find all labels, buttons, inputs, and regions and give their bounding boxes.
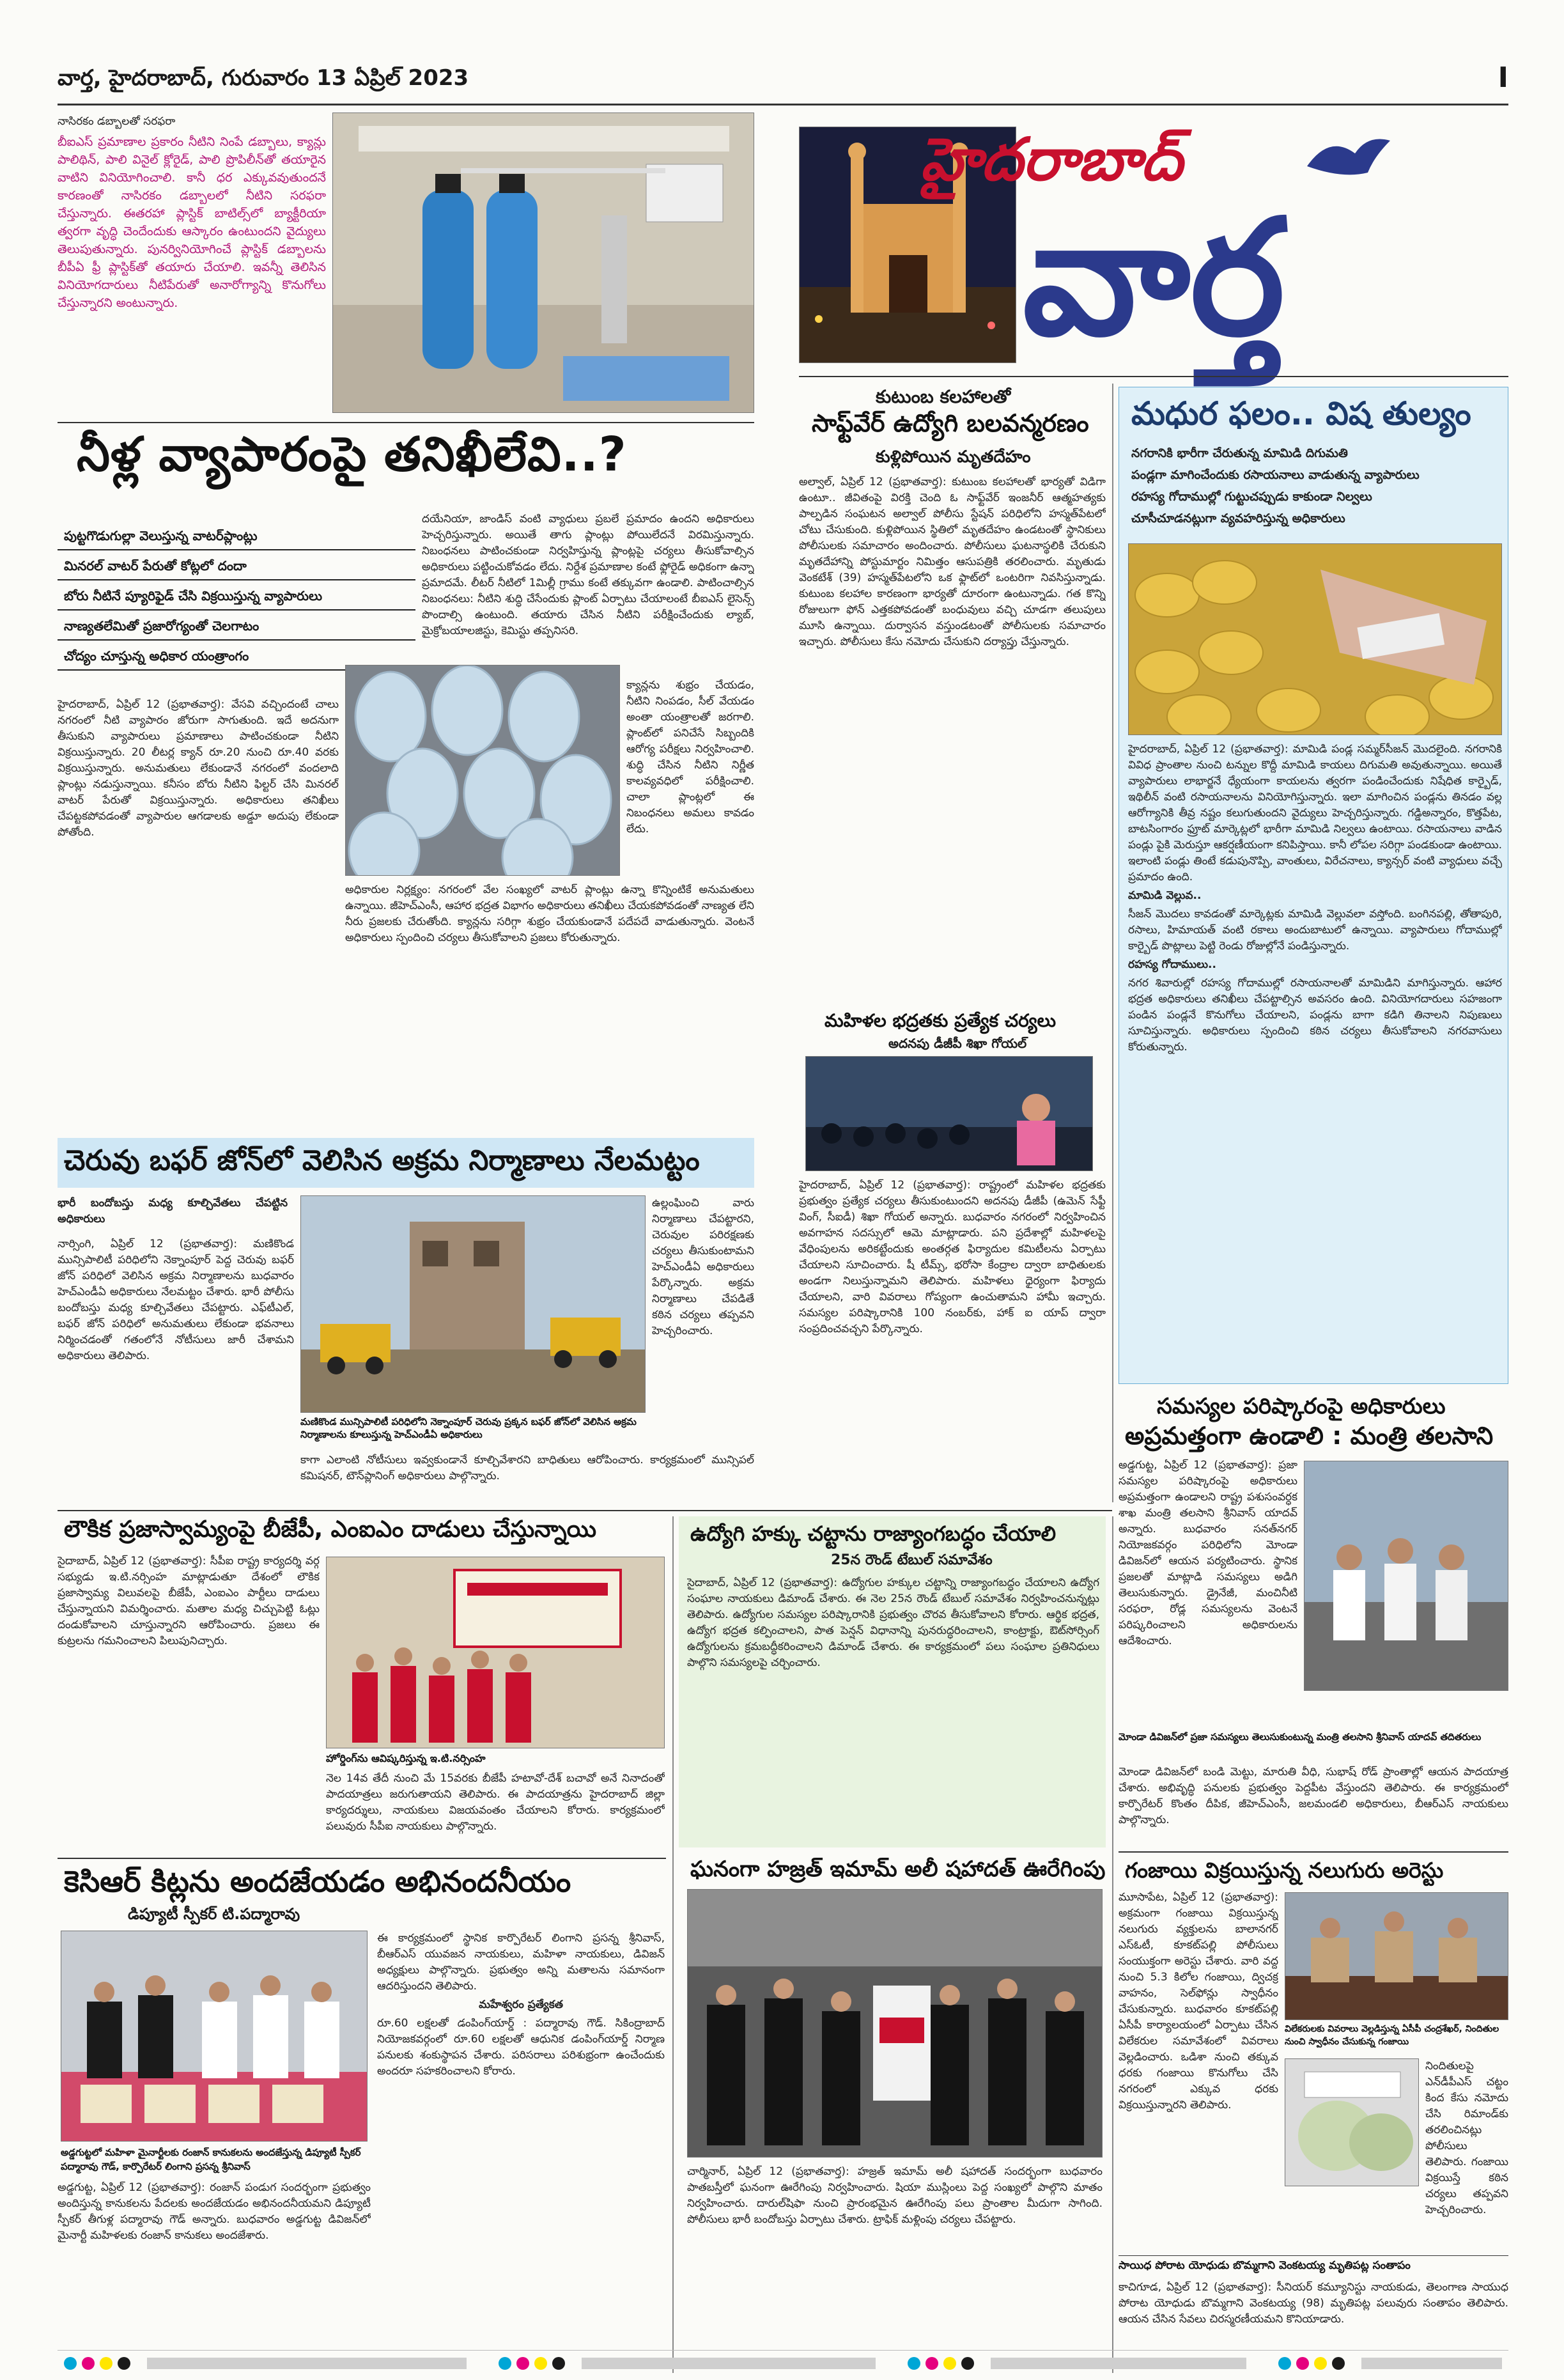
ganja-sub-body: కాచిగూడ, ఏప్రిల్ 12 (ప్రభాతవార్త): సీనియర్ కమ్యూనిస్టు నాయకుడు, తెలంగాణ సాయుధ పోరాట యోధుడు బొమ్మగాని వెంకటయ్య (98) మృతిపట్ల పలువురు సంతాపం తెలిపారు. ఆయన చేసిన సేవలు చిరస్మరణీయమని కొనియాడారు. [1119, 2281, 1508, 2326]
ganja-rule [1119, 1851, 1508, 1853]
procession-illustration [688, 1890, 1103, 2158]
water-column-3: క్యాన్లను శుభ్రం చేయడం, నీటిని నింపడం, సీల్ వేయడం అంతా యంత్రాలతో జరగాలి. ప్లాంట్‌లో పనిచేసే సిబ్బందికి ఆరోగ్య పరీక్షలు నిర్వహించాలి. శుద్ధి చేసిన నీటిని నిర్ణీత కాలవ్యవధిలో పరీక్షించాలి. చాలా ప్లాంట్లలో ఈ నిబంధనలు అమలు కావడం లేదు. [626, 679, 754, 836]
water-plant-photo [332, 113, 754, 413]
kcr-col-2-para: ఈ కార్యక్రమంలో స్థానిక కార్పొరేటర్ లింగాని ప్రసన్న శ్రీనివాస్, బీఆర్ఎస్ యువజన నాయకులు, మహిళా నాయకులు, డివిజన్ అధ్యక్షులు పాల్గొన్నారు. ప్రభుత్వం అన్ని మతాలను సమానంగా ఆదరిస్తుందని తెలిపారు. [377, 1932, 665, 1993]
ganja-seized-photo [1285, 2058, 1419, 2186]
ganja-body: మూసాపేట, ఏప్రిల్ 12 (ప్రభాతవార్త): అక్రమంగా గంజాయి విక్రయిస్తున్న నలుగురు వ్యక్తులను బాలానగర్ ఎస్ఓటీ, కూకట్‌పల్లి పోలీసులు సంయుక్తంగా అరెస్టు చేశారు. వారి వద్ద నుంచి 5.3 కిలోల గంజాయి, ద్విచక్ర వాహనం, సెల్‌ఫోన్లు స్వాధీనం చేసుకున్నారు. బుధవారం కూకట్‌పల్లి ఏసీపీ కార్యాలయంలో ఏర్పాటు చేసిన విలేకరుల సమావేశంలో వివరాలు వెల్లడించారు. ఒడిశా నుంచి తక్కువ ధరకు గంజాయి కొనుగోలు చేసి నగరంలో ఎక్కువ ధరకు విక్రయిస్తున్నారని తెలిపారు. [1119, 1891, 1278, 2112]
water-bullet: మినరల్ వాటర్ పేరుతో కోట్లలో దందా [58, 556, 415, 580]
kcr-rule [58, 1858, 666, 1859]
mango-illustration [1129, 544, 1502, 735]
police-sub: అదనపు డీజీపీ శిఖా గోయల్ [888, 1036, 1027, 1051]
cheruvu-demolition-photo [300, 1195, 646, 1413]
mango-body [1128, 742, 1502, 1381]
mango-subhead-2: రహస్య గోదాములు.. [1128, 958, 1216, 971]
software-headline: సాఫ్ట్‌వేర్ ఉద్యోగి బలవన్మరణం [812, 409, 1089, 437]
mango-subhead: మామిడి వెల్లువ.. [1128, 889, 1202, 902]
water-headline: నీళ్ల వ్యాపారంపై తనిఖీలేవి..? [77, 427, 627, 482]
ganja-sub: సాయిధ పోరాట యోధుడు బొమ్మగాని వెంకటయ్య మృతిపట్ల సంతాపం [1119, 2259, 1411, 2272]
header-dateline: వార్త, హైదరాబాద్, గురువారం 13 ఏప్రిల్ 2023 [58, 65, 469, 91]
loukika-body: సైదాబాద్, ఏప్రిల్ 12 (ప్రభాతవార్త): సీపీఐ రాష్ట్ర కార్యదర్శి వర్గ సభ్యుడు ఇ.టి.నర్సింహ మాట్లాడుతూ దేశంలో లౌకిక ప్రజాస్వామ్య విలువలపై బీజేపీ, ఎంఐఎం పార్టీలు దాడులు చేస్తున్నాయని విమర్శించారు. మతాల మధ్య చిచ్చుపెట్టి ఓట్లు దండుకోవాలని చూస్తున్నారని ఆరోపించారు. ప్రజలు ఈ కుట్రలను గమనించాలని పిలుపునిచ్చారు. [58, 1555, 320, 1647]
cheruvu-sub: భారీ బందోబస్తు మధ్య కూల్చివేతలు చేపట్టిన అధికారులు [58, 1197, 288, 1225]
mango-body-para: హైదరాబాద్, ఏప్రిల్ 12 (ప్రభాతవార్త): మామిడి పండ్ల సమ్మర్‌సీజన్ మొదలైంది. నగరానికి వివిధ ప్రాంతాల నుంచి టన్నుల కొద్దీ మామిడి కాయలు దిగుమతి అవుతున్నాయి. అయితే వ్యాపారులు లాభార్జనే ధ్యేయంగా కాయలను త్వరగా పండించేందుకు నిషేధిత కార్బైడ్, ఇథిలీన్ వంటి రసాయనాలను వినియోగిస్తున్నారు. ఇలా మాగించిన పండ్లను తినడం వల్ల ఆరోగ్యానికి తీవ్ర నష్టం కలుగుతుందని వైద్యులు హెచ్చరిస్తున్నారు. గడ్డిఅన్నారం, కొత్తపేట, బాటసింగారం ఫ్రూట్ మార్కెట్లలో భారీగా మామిడి నిల్వలు ఉంటాయి. రసాయనాలు వాడిన పండ్లు పైకి మెరుస్తూ ఆకర్షణీయంగా కనిపిస్తాయి. కానీ లోపల సరిగ్గా పండకుండా ఉంటాయి. ఇలాంటి పండ్లు తింటే కడుపునొప్పి, వాంతులు, విరేచనాలు, క్యాన్సర్ వంటి వ్యాధులు వచ్చే ప్రమాదం ఉంది. [1128, 743, 1502, 883]
water-filter-illustration [333, 113, 754, 413]
kcr-body: అడ్డగుట్ట, ఏప్రిల్ 12 (ప్రభాతవార్త): రంజాన్ పండుగ సందర్భంగా ప్రభుత్వం అందిస్తున్న కానుకలను పేదలకు అందజేయడం అభినందనీయమని డిప్యూటీ స్పీకర్ తీగుళ్ల పద్మారావు గౌడ్ అన్నారు. బుధవారం అడ్డగుట్ట డివిజన్‌లో మైనార్టీ మహిళలకు రంజాన్ కానుకలు అందజేశారు. [58, 2181, 371, 2242]
talasani-body-2: మోండా డివిజన్‌లో బండి మెట్టు, మారుతి వీధి, సుభాష్ రోడ్ ప్రాంతాల్లో ఆయన పాదయాత్ర చేశారు. అభివృద్ధి పనులకు ప్రభుత్వం పెద్దపీట వేస్తుందని తెలిపారు. ఈ కార్యక్రమంలో కార్పొరేటర్ కొంతం దీపిక, జీహెచ్ఎంసీ, జలమండలి అధికారులు, బీఆర్ఎస్ నాయకులు పాల్గొన్నారు. [1119, 1766, 1508, 1826]
loukika-photo [326, 1557, 665, 1748]
mango-body-para-3: నగర శివారుల్లో రహస్య గోదాముల్లో రసాయనాలతో మామిడిని మాగిస్తున్నారు. ఆహార భద్రత అధికారులు తనిఖీలు చేపట్టాల్సిన అవసరం ఉంది. వినియోగదారులు సహజంగా పండిన పండ్లనే కొనుగోలు చేయాలని, పండ్లను బాగా కడిగి తినాలని నిపుణులు సూచిస్తున్నారు. అధికారులు స్పందించి కఠిన చర్యలు తీసుకోవాలని నగరవాసులు కోరుతున్నారు. [1128, 977, 1502, 1054]
footer-rule [58, 2350, 1508, 2351]
kcr-col-2-para-b: రూ.60 లక్షలతో డంపింగ్‌యార్డ్ : పద్మారావు గౌడ్. సికింద్రాబాద్ నియోజకవర్గంలో రూ.60 లక్షలతో ఆధునిక డంపింగ్‌యార్డ్ నిర్మాణ పనులకు శంకుస్థాపన చేశారు. పరిసరాలు పరిశుభ్రంగా ఉంచేందుకు అందరూ సహకరించాలని కోరారు. [377, 2017, 665, 2078]
water-bullets [58, 525, 415, 685]
hazrat-headline: ఘనంగా హజ్రత్ ఇమామ్ అలీ షహాదత్ ఊరేగింపు [690, 1856, 1106, 1882]
kcr-caption: అడ్డగుట్టలో మహిళా మైనార్టీలకు రంజాన్ కానుకలను అందజేస్తున్న డిప్యూటీ స్పీకర్ పద్మారావు గౌడ్, కార్పొరేటర్ లింగాని ప్రసన్న శ్రీనివాస్ [61, 2147, 361, 2172]
water-bullet: చోద్యం చూస్తున్న అధికార యంత్రాంగం [58, 646, 415, 671]
ganja-caption: విలేకరులకు వివరాలు వెల్లడిస్తున్న ఏసీపీ చంద్రశేఖర్, నిందితుల నుంచి స్వాధీనం చేసుకున్న గంజాయి [1285, 2024, 1499, 2047]
loukika-rule [58, 1510, 1112, 1511]
ganja-body-2: నిందితులపై ఎన్‌డీపీఎస్ చట్టం కింద కేసు నమోదు చేసి రిమాండ్‌కు తరలించినట్లు పోలీసులు తెలిపారు. గంజాయి విక్రయిస్తే కఠిన చర్యలు తప్పవని హెచ్చరించారు. [1425, 2060, 1508, 2216]
mango-headline: మధుర ఫలం.. విష తుల్యం [1131, 395, 1471, 432]
column-rule [672, 1516, 674, 2373]
water-bullet: బోరు నీటినే ప్యూరిఫైడ్ చేసి విక్రయిస్తున్న వ్యాపారులు [58, 586, 415, 611]
talasani-headline-1: సమస్యల పరిష్కారంపై అధికారులు [1157, 1394, 1446, 1419]
ramzan-kits-illustration [61, 1931, 368, 2142]
kcr-headline: కెసిఆర్ కిట్లను అందజేయడం అభినందనీయం [64, 1864, 571, 1899]
mango-bullet: చూసీచూడనట్లుగా వ్యవహరిస్తున్న అధికారులు [1131, 511, 1345, 525]
hazrat-procession-photo [687, 1889, 1103, 2158]
kcr-kits-photo [61, 1931, 368, 2142]
water-column-right: అధికారుల నిర్లక్ష్యం: నగరంలో వేల సంఖ్యలో వాటర్ ప్లాంట్లు ఉన్నా కొన్నింటికే అనుమతులు ఉన్నాయి. జీహెచ్ఎంసీ, ఆహార భద్రత విభాగం అధికారులు తనిఖీలు చేయకపోవడంతో నాణ్యత లేని నీరు ప్రజలకు చేరుతోంది. క్యాన్లను సరిగ్గా శుభ్రం చేయకుండానే పదేపదే వాడుతున్నారు. వెంటనే అధికారులు స్పందించి చర్యలు తీసుకోవాలని ప్రజలు కోరుతున్నారు. [345, 883, 754, 944]
cheruvu-caption: మణికొండ మున్సిపాలిటీ పరిధిలోని నెక్నాంపూర్ చెరువు ప్రక్కన బఫర్ జోన్‌లో వెలిసిన అక్రమ నిర్మాణాలను కూలుస్తున్న హెచ్ఎండీఏ అధికారులు [300, 1416, 637, 1440]
registration-marks-strip [58, 2354, 1508, 2373]
kcr-subhead-2: మహేశ్వరం ప్రత్యేకత [479, 1998, 563, 2011]
column-rule [1112, 384, 1113, 1502]
water-intro [58, 113, 326, 413]
mango-bullets [1131, 442, 1502, 538]
ganja-sub-rule [1119, 2255, 1508, 2256]
page-header [58, 61, 1508, 101]
ganja-headline: గంజాయి విక్రయిస్తున్న నలుగురు అరెస్టు [1125, 1858, 1444, 1883]
water-cans-photo [345, 665, 620, 876]
water-intro-kicker: నాసిరకం డబ్బాలతో సరఫరా [58, 115, 176, 128]
udyogi-sub: 25న రౌండ్ టేబుల్ సమావేశం [831, 1552, 993, 1568]
water-intro-para: బీఐఎస్ ప్రమాణాల ప్రకారం నీటిని నింపే డబ్బాలు, క్యాన్లు పాలిథిన్, పాలి వినైల్ క్లోరైడ్, పాలి ప్రొపిలీన్‌తో తయారైన వాటిని వినియోగించాలి. కానీ ధర ఎక్కువవుతుందనే కారణంతో నాసిరకం డబ్బాలలో నీటిని సరఫరా చేస్తున్నారు. ఈతరహా ప్లాస్టిక్ బాటిల్స్‌లో బ్యాక్టీరియా త్వరగా వృద్ధి చెందేందుకు ఆస్కారం ఉంటుందని వైద్యులు తెలుపుతున్నారు. పునర్వినియోగించే ప్లాస్టిక్ డబ్బాలను బీపీఏ ఫ్రీ ప్లాస్టిక్‌తో తయారు చేయాలి. ఇవన్నీ తెలిసిన వినియోగదారులు నీటిపేరుతో అనారోగ్యాన్ని కొనుగోలు చేస్తున్నారని అంటున్నారు. [58, 135, 326, 310]
udyogi-headline: ఉద్యోగి హక్కు చట్టాను రాజ్యాంగబద్ధం చేయాలి [690, 1521, 1057, 1546]
cheruvu-col-1: నార్సింగి, ఏప్రిల్ 12 (ప్రభాతవార్త): మణికొండ మున్సిపాలిటీ పరిధిలోని నెక్నాంపూర్ పెద్ద చెరువు బఫర్ జోన్ పరిధిలో వెలిసిన అక్రమ నిర్మాణాలను బుధవారం హెచ్ఎండీఏ అధికారులు నేలమట్టం చేశారు. భారీ పోలీసు బందోబస్తు మధ్య కూల్చివేతలు చేపట్టారు. ఎఫ్‌టీఎల్, బఫర్ జోన్ పరిధిలో అనుమతులు లేకుండా భవనాలు నిర్మించడంతో గతంలోనే నోటీసులు జారీ చేశామని అధికారులు తెలిపారు. [58, 1238, 294, 1362]
talasani-headline-2: అప్రమత్తంగా ఉండాలి : మంత్రి తలసాని [1125, 1422, 1494, 1450]
loukika-headline: లౌకిక ప్రజాస్వామ్యంపై బీజేపీ, ఎంఐఎం దాడులు చేస్తున్నాయి [64, 1516, 597, 1543]
police-headline: మహిళల భద్రతకు ప్రత్యేక చర్యలు [825, 1010, 1057, 1031]
seminar-illustration [806, 1057, 1093, 1171]
water-top-rule [58, 422, 754, 423]
loukika-body-2: నెల 14వ తేదీ నుంచి మే 15వరకు బీజేపీ హటావో-దేశ్ బచావో అనే నినాదంతో పాదయాత్రలు జరుగుతాయని తెలిపారు. ఈ పాదయాత్రను హైదరాబాద్ జిల్లా కార్యదర్శులు, నాయకులు విజయవంతం చేయాలని కోరారు. కార్యక్రమంలో పలువురు సీపీఐ నాయకులు పాల్గొన్నారు. [326, 1772, 665, 1833]
software-sub: కుళ్లిపోయిన మృతదేహం [876, 447, 1031, 467]
cheruvu-headline: చెరువు బఫర్ జోన్‌లో వెలిసిన అక్రమ నిర్మాణాలు నేలమట్టం [64, 1144, 700, 1177]
mango-photo [1128, 543, 1502, 735]
cheruvu-col-2: ఉల్లంఘించి వారు నిర్మాణాలు చేపట్టారని, చెరువుల పరిరక్షణకు చర్యలు తీసుకుంటామని హెచ్ఎండీఏ అధికారులు పేర్కొన్నారు. అక్రమ నిర్మాణాలు చేపడితే కఠిన చర్యలు తప్పవని హెచ్చరించారు. [652, 1197, 754, 1337]
cheruvu-col-3: కాగా ఎలాంటి నోటీసులు ఇవ్వకుండానే కూల్చివేశారని బాధితులు ఆరోపించారు. కార్యక్రమంలో మున్సిపల్ కమిషనర్, టౌన్‌ప్లానింగ్ అధికారులు పాల్గొన్నారు. [300, 1454, 754, 1482]
minister-visit-illustration [1305, 1461, 1508, 1691]
kcr-sub: డిప్యూటీ స్పీకర్ టి.పద్మారావు [128, 1905, 300, 1923]
header-rule [58, 104, 1508, 105]
udyogi-body: సైదాబాద్, ఏప్రిల్ 12 (ప్రభాతవార్త): ఉద్యోగుల హక్కుల చట్టాన్ని రాజ్యాంగబద్ధం చేయాలని ఉద్యోగ సంఘాల నాయకులు డిమాండ్ చేశారు. ఈ నెల 25న రౌండ్ టేబుల్ సమావేశం నిర్వహించనున్నట్లు తెలిపారు. ఉద్యోగుల సమస్యల పరిష్కారానికి ప్రభుత్వం చొరవ తీసుకోవాలని కోరారు. ఆర్థిక భద్రత, ఉద్యోగ భద్రత కల్పించాలని, పాత పెన్షన్ విధానాన్ని పునరుద్ధరించాలని, కాంట్రాక్టు, ఔట్‌సోర్సింగ్ ఉద్యోగులను క్రమబద్ధీకరించాలని డిమాండ్ చేశారు. ఈ కార్యక్రమంలో పలు సంఘాల ప్రతినిధులు పాల్గొని సమస్యలపై చర్చించారు. [687, 1576, 1099, 1669]
press-meet-illustration [1285, 1893, 1508, 2020]
water-column-left: హైదరాబాద్, ఏప్రిల్ 12 (ప్రభాతవార్త): వేసవి వచ్చిందంటే చాలు నగరంలో నీటి వ్యాపారం జోరుగా సాగుతుంది. ఇదే అదనుగా తీసుకుని వ్యాపారులు ప్రమాణాలు పాటించకుండా నీటిని విక్రయిస్తున్నారు. 20 లీటర్ల క్యాన్ రూ.20 నుంచి రూ.40 వరకు విక్రయిస్తున్నారు. అనుమతులు లేకుండానే నగరంలో వందలాది ప్లాంట్లు నడుస్తున్నాయి. కనీసం బోరు నీటిని ఫిల్టర్ చేసి మినరల్ వాటర్ పేరుతో విక్రయిస్తున్నారు. అధికారులు తనిఖీలు చేపట్టకపోవడంతో వ్యాపారుల ఆగడాలకు అడ్డూ అదుపు లేకుండా పోతోంది. [58, 698, 339, 839]
mango-body-para-2: సీజన్ మొదలు కావడంతో మార్కెట్లకు మామిడి వెల్లువలా వస్తోంది. బంగినపల్లి, తోతాపురి, రసాలు, హిమాయత్ వంటి రకాలు అందుబాటులో ఉన్నాయి. వ్యాపారులు గోదాముల్లో కార్బైడ్ పొట్లాలు పెట్టి రెండు రోజుల్లోనే పండిస్తున్నారు. [1128, 908, 1502, 953]
talasani-body: అడ్డగుట్ట, ఏప్రిల్ 12 (ప్రభాతవార్త): ప్రజా సమస్యల పరిష్కారంపై అధికారులు అప్రమత్తంగా ఉండాలని రాష్ట్ర పశుసంవర్ధక శాఖ మంత్రి తలసాని శ్రీనివాస్ యాదవ్ అన్నారు. బుధవారం సనత్‌నగర్ నియోజకవర్గం పరిధిలోని మోండా డివిజన్‌లో ఆయన పర్యటించారు. స్థానిక ప్రజలతో మాట్లాడి సమస్యలు అడిగి తెలుసుకున్నారు. డ్రైనేజీ, మంచినీటి సరఫరా, రోడ్ల సమస్యలను వెంటనే పరిష్కరించాలని అధికారులను ఆదేశించారు. [1119, 1459, 1297, 1647]
software-body: అల్వాల్, ఏప్రిల్ 12 (ప్రభాతవార్త): కుటుంబ కలహాలతో భార్యతో విడిగా ఉంటూ.. జీవితంపై విరక్తి చెంది ఓ సాఫ్ట్‌వేర్ ఇంజనీర్ ఆత్మహత్యకు పాల్పడిన సంఘటన అల్వాల్ పోలీసు స్టేషన్ పరిధిలోని హస్మత్‌పేటలో చోటు చేసుకుంది. కుళ్లిపోయిన స్థితిలో మృతదేహం ఉండటంతో స్థానికులు పోలీసులకు సమాచారం అందించారు. పోలీసులు ఘటనాస్థలికి చేరుకుని మృతదేహాన్ని పోస్టుమార్టం నిమిత్తం ఆసుపత్రికి తరలించారు. మృతుడు వెంకటేశ్ (39) హస్మత్‌పేటలోని ఒక ఫ్లాట్‌లో ఒంటరిగా నివసిస్తున్నాడు. కుటుంబ కలహాల కారణంగా భార్యతో దూరంగా ఉంటున్నాడు. గత కొన్ని రోజులుగా ఫోన్ ఎత్తకపోవడంతో బంధువులు వచ్చి చూడగా తలుపులు మూసి ఉన్నాయి. దుర్వాసన వస్తుండటంతో పోలీసులకు సమాచారం ఇచ్చారు. పోలీసులు కేసు నమోదు చేసుకుని దర్యాప్తు చేస్తున్నారు. [799, 476, 1106, 648]
hazrat-body: చార్మినార్, ఏప్రిల్ 12 (ప్రభాతవార్త): హజ్రత్ ఇమామ్ అలీ షహాదత్ సందర్భంగా బుధవారం పాతబస్తీలో ఘనంగా ఊరేగింపు నిర్వహించారు. షియా ముస్లింలు పెద్ద సంఖ్యలో పాల్గొని మాతం నిర్వహించారు. దారుల్‌షిఫా నుంచి ప్రారంభమైన ఊరేగింపు పలు ప్రాంతాల మీదుగా సాగింది. పోలీసులు భారీ బందోబస్తు ఏర్పాటు చేశారు. ట్రాఫిక్ మళ్లింపు చర్యలు చేపట్టారు. [687, 2165, 1103, 2226]
column-rule [1112, 1516, 1113, 2373]
water-bullet: పుట్టగొడుగుల్లా వెలుస్తున్న వాటర్‌ప్లాంట్లు [58, 525, 415, 550]
kcr-col-2 [377, 1931, 665, 2340]
loukika-caption: హోర్డింగ్‌ను ఆవిష్కరిస్తున్న ఇ.టి.నర్సింహ [326, 1752, 486, 1764]
police-seminar-photo [805, 1056, 1093, 1171]
hoarding-launch-illustration [327, 1557, 665, 1748]
mango-bullet: నగరానికి భారీగా చేరుతున్న మామిడి దిగుమతి [1131, 446, 1348, 460]
software-kicker: కుటుంబ కలహాలతో [876, 386, 1011, 407]
water-bullet: నాణ్యతలేమితో ప్రజారోగ్యంతో చెలగాటం [58, 616, 415, 641]
water-cans-illustration [346, 665, 620, 876]
masthead-paper: వార్త [1023, 185, 1285, 371]
water-column-2: దయేనియా, జాండిస్ వంటి వ్యాధులు ప్రబలే ప్రమాదం ఉందని అధికారులు హెచ్చరిస్తున్నారు. అయితే తాగు ప్లాంట్లు పోయిలేదనే విరమిస్తున్నారు. నిబంధనలు పాటించకుండా నిర్వహిస్తున్న ప్లాంట్లపై చర్యలు తీసుకోవాల్సిన అధికారులు పట్టించుకోవడం లేదు. నిర్దేశ ప్రమాణాల కంటే ఫ్లోరైడ్ అధికంగా ఉన్నా ప్రమాదమే. లీటర్ నీటిలో 1మిల్లీ గ్రాము కంటే తక్కువగా ఉండాలి. పాటించాల్సిన నిబంధనలు: నీటిని శుద్ధి చేసేందుకు ప్లాంట్ ఏర్పాటు చేయాలంటే బీఐఎస్‌ లైసెన్స్ పొందాల్సి ఉంటుంది. తయారు చేసిన నీటిని పరీక్షించేందుకు ల్యాబ్, మైక్రోబయాలజిస్టు, కెమిస్టు తప్పనిసరి. [422, 513, 754, 637]
seized-ganja-illustration [1285, 2059, 1419, 2186]
demolition-illustration [301, 1196, 646, 1413]
mango-bullet: పండ్లగా మాగించేందుకు రసాయనాలు వాడుతున్న వ్యాపారులు [1131, 468, 1420, 482]
print-registration-marks [58, 2354, 1508, 2373]
police-body: హైదరాబాద్, ఏప్రిల్ 12 (ప్రభాతవార్త): రాష్ట్రంలో మహిళల భద్రతకు ప్రభుత్వం ప్రత్యేక చర్యలు తీసుకుంటుందని అదనపు డీజీపీ (ఉమెన్ సేఫ్టీ వింగ్, సీఐడీ) శిఖా గోయల్ అన్నారు. బుధవారం నగరంలో నిర్వహించిన అవగాహన సదస్సులో ఆమె మాట్లాడారు. పని ప్రదేశాల్లో మహిళలపై వేధింపులను అరికట్టేందుకు అంతర్గత ఫిర్యాదుల కమిటీలను ఏర్పాటు చేయాలని సూచించారు. షీ టీమ్స్, భరోసా కేంద్రాల ద్వారా బాధితులకు అండగా నిలుస్తున్నామని తెలిపారు. మహిళలు ధైర్యంగా ఫిర్యాదు చేయాలని, వారి వివరాలు గోప్యంగా ఉంచుతామని హామీ ఇచ్చారు. సమస్యల పరిష్కారానికి 100 నంబర్‌కు, హాక్ ఐ యాప్ ద్వారా సంప్రదించవచ్చని పేర్కొన్నారు. [799, 1179, 1106, 1335]
mango-bullet: రహస్య గోదాముల్లో గుట్టుచప్పుడు కాకుండా నిల్వలు [1131, 490, 1372, 504]
talasani-photo [1304, 1461, 1508, 1691]
bird-logo-icon [1304, 128, 1393, 192]
ganja-press-photo [1285, 1892, 1508, 2020]
page-number: I [1498, 61, 1508, 94]
masthead-rule [799, 376, 1508, 377]
masthead-city: హైదరాబాద్ [920, 125, 1182, 194]
talasani-caption: మోండా డివిజన్‌లో ప్రజా సమస్యలు తెలుసుకుంటున్న మంత్రి తలసాని శ్రీనివాస్ యాదవ్ తదితరులు [1119, 1731, 1482, 1743]
